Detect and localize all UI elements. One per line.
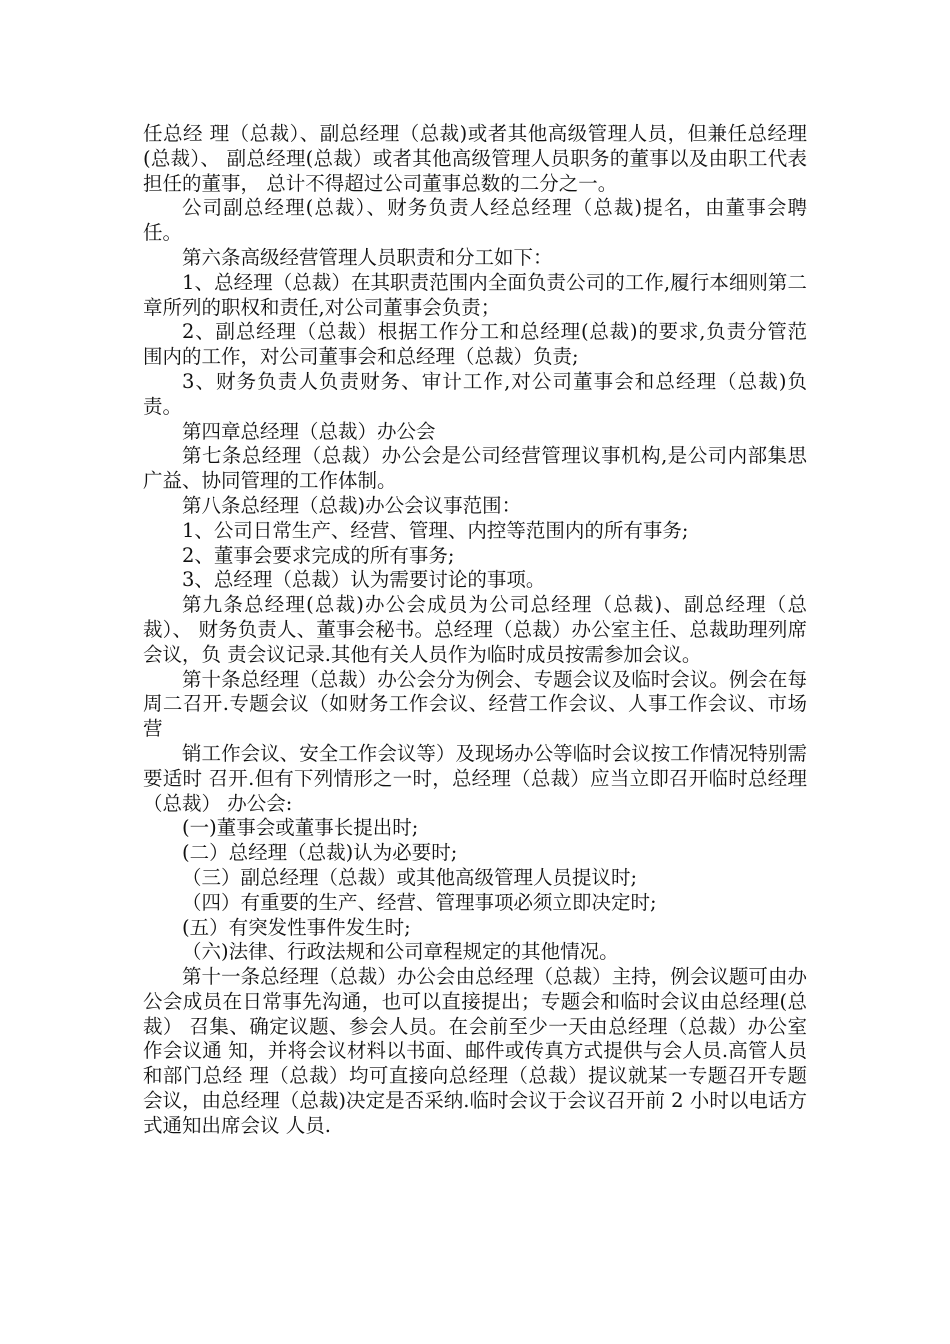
paragraph-6: 3、财务负责人负责财务、审计工作,对公司董事会和总经理（总裁)负责。 (143, 369, 807, 418)
paragraph-17: (二）总经理（总裁)认为必要时; (182, 841, 458, 865)
paragraph-8: 第七条总经理（总裁）办公会是公司经营管理议事机构,是公司内部集思 广益、协同管理的工作体制。 (143, 444, 807, 493)
paragraph-16: (一)董事会或董事长提出时; (182, 816, 419, 840)
paragraph-18: （三）副总经理（总裁）或其他高级管理人员提议时; (182, 865, 638, 889)
paragraph-3: 第六条高级经营管理人员职责和分工如下： (182, 245, 553, 269)
paragraph-20: (五）有突发性事件发生时; (182, 915, 411, 939)
document-body (143, 122, 807, 1139)
paragraph-1: 任总经 理（总裁）、副总经理（总裁)或者其他高级管理人员，但兼任总经理(总裁）、 副总经理(总裁）或者其他高级管理人员职务的董事以及由职工代表担任的董事， 总计不得超过公司董事总数的二分之一。 (143, 122, 807, 195)
paragraph-9: 第八条总经理（总裁)办公会议事范围： (182, 493, 522, 517)
paragraph-5: 2、副总经理（总裁）根据工作分工和总经理(总裁)的要求,负责分管范 围内的工作，对公司董事会和总经理（总裁）负责; (143, 320, 807, 369)
paragraph-4: 1、总经理（总裁）在其职责范围内全面负责公司的工作,履行本细则第二 章所列的职权和责任,对公司董事会负责； (143, 270, 807, 319)
paragraph-13: 第九条总经理(总裁)办公会成员为公司总经理（总裁)、副总经理（总裁）、 财务负责人、董事会秘书。总经理（总裁）办公室主任、总裁助理列席会议，负 责会议记录.其他有关人员作为临时成员按需参加会议。 (143, 593, 807, 666)
paragraph-10: 1、公司日常生产、经营、管理、内控等范围内的所有事务; (182, 518, 689, 542)
paragraph-11: 2、董事会要求完成的所有事务; (182, 543, 455, 567)
paragraph-15: 销工作会议、安全工作会议等）及现场办公等临时会议按工作情况特别需要适时 召开.但有下列情形之一时，总经理（总裁）应当立即召开临时总经理（总裁） 办公会: (143, 741, 807, 815)
paragraph-21: （六)法律、行政法规和公司章程规定的其他情况。 (182, 940, 619, 964)
chapter-heading: 第四章总经理（总裁）办公会 (182, 419, 436, 443)
paragraph-12: 3、总经理（总裁）认为需要讨论的事项。 (182, 568, 546, 592)
paragraph-14: 第十条总经理（总裁）办公会分为例会、专题会议及临时会议。例会在每 周二召开.专题会议（如财务工作会议、经营工作会议、人事工作会议、市场营 (143, 667, 807, 741)
paragraph-2: 公司副总经理(总裁）、财务负责人经总经理（总裁)提名，由董事会聘任。 (143, 196, 807, 245)
paragraph-19: （四）有重要的生产、经营、管理事项必须立即决定时; (182, 890, 657, 914)
paragraph-22: 第十一条总经理（总裁）办公会由总经理（总裁）主持，例会议题可由办 公会成员在日常事先沟通，也可以直接提出；专题会和临时会议由总经理(总裁） 召集、确定议题、参会人员。在会前至少一天由总经理（总裁）办公室作会议通 知，并将会议材料以书面、邮件或传真方式提供与会人员.高管人员和部门总经 理（总裁）均可直接向总经理（总裁）提议就某一专题召开专题会议，由总经理（总裁)决定是否采纳.临时会议于会议召开前 2 小时以电话方式通知出席会议 人员. (143, 965, 807, 1137)
